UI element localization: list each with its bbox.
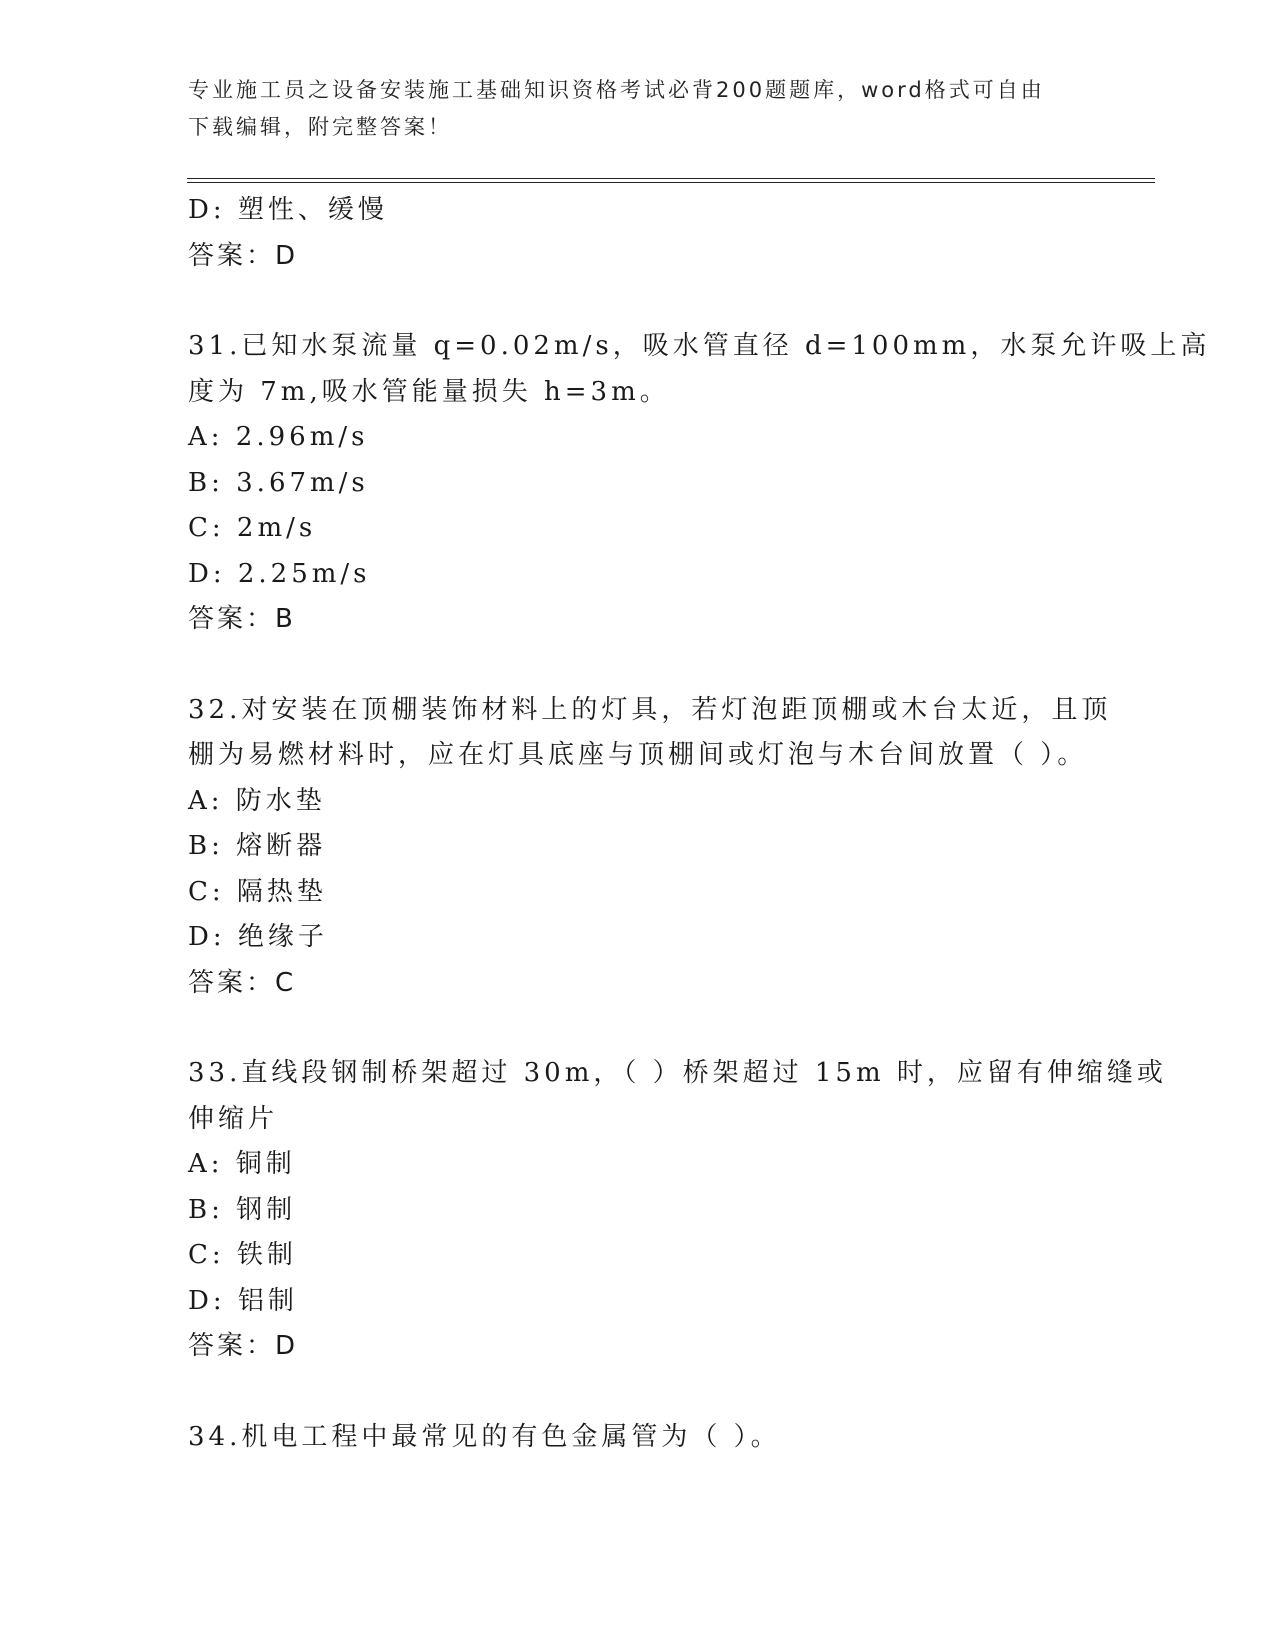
document-body (188, 188, 1211, 1460)
option-b: B: 钢制 (188, 1194, 297, 1225)
header-divider-top (187, 178, 1155, 179)
option-d: D: 2.25m/s (188, 558, 371, 589)
header-line-1: 专业施工员之设备安装施工基础知识资格考试必背200题题库，word格式可自由 (188, 78, 1045, 102)
option-c: C: 铁制 (188, 1240, 297, 1270)
option-b: B: 熔断器 (188, 831, 327, 861)
answer-line: 答案：D (188, 1331, 299, 1361)
question-33 (188, 1051, 1167, 1370)
option-d: D: 绝缘子 (188, 922, 328, 952)
answer-line: 答案：D (188, 240, 299, 271)
option-a: A: 铜制 (188, 1149, 296, 1179)
spacer (188, 279, 1088, 324)
question-32 (188, 688, 1112, 1007)
question-34 (188, 1415, 1088, 1461)
spacer (188, 1006, 1088, 1051)
header-divider-bottom (187, 182, 1155, 183)
option-b: B: 3.67m/s (188, 467, 369, 498)
option-a: A: 2.96m/s (188, 422, 369, 452)
spacer (188, 1370, 1088, 1415)
answer-line: 答案：B (188, 604, 296, 634)
answer-line: 答案：C (188, 967, 297, 998)
option-a: A: 防水垫 (188, 785, 326, 816)
option-c: C: 2m/s (188, 513, 317, 543)
question-stem-line-1: 34.机电工程中最常见的有色金属管为（ ）。 (188, 1421, 781, 1452)
question-stem-line-1: 31.已知水泵流量 q=0.02m/s，吸水管直径 d=100mm，水泵允许吸上高 (188, 331, 1211, 361)
document-header (188, 72, 1068, 146)
header-line-2: 下载编辑，附完整答案！ (188, 115, 452, 139)
question-stem-line-1: 33.直线段钢制桥架超过 30m，（ ）桥架超过 15m 时，应留有伸缩缝或 (188, 1058, 1167, 1088)
option-c: C: 隔热垫 (188, 876, 327, 907)
question-stem-line-1: 32.对安装在顶棚装饰材料上的灯具，若灯泡距顶棚或木台太近，且顶 (188, 694, 1112, 725)
question-stem-line-2: 伸缩片 (188, 1103, 279, 1134)
spacer (188, 643, 1088, 688)
question-stem-line-2: 棚为易燃材料时，应在灯具底座与顶棚间或灯泡与木台间放置（ ）。 (188, 740, 1088, 770)
question-stem-line-2: 度为 7m,吸水管能量损失 h=3m。 (188, 376, 670, 407)
option-d: D: 铝制 (188, 1285, 298, 1316)
question-31 (188, 324, 1211, 643)
option-d: D: 塑性、缓慢 (188, 195, 388, 225)
